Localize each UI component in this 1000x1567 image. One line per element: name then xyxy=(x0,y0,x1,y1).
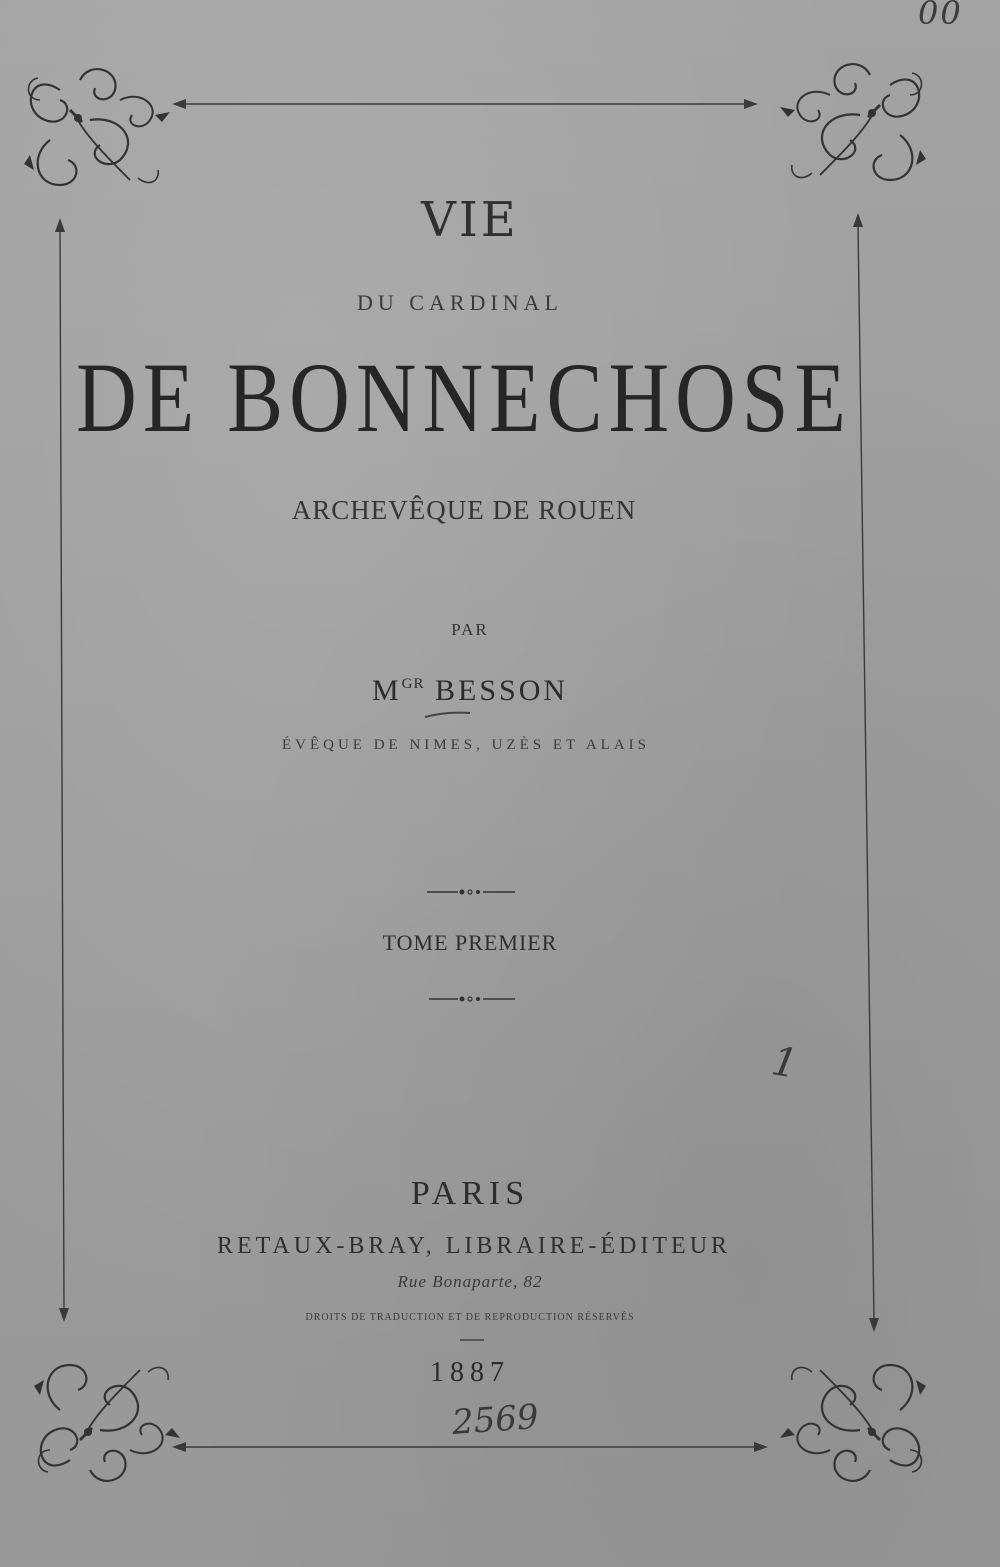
imprint-year: 1887 xyxy=(430,1357,510,1388)
imprint-city: PARIS xyxy=(410,1175,530,1212)
separator-rule-top xyxy=(427,890,515,895)
volume-label: TOME PREMIER xyxy=(382,930,558,955)
imprint-publisher: RETAUX-BRAY, LIBRAIRE-ÉDITEUR xyxy=(216,1233,732,1259)
author-prefix-sup: GR xyxy=(401,676,425,692)
author-title: ÉVÊQUE DE NIMES, UZÈS ET ALAIS xyxy=(281,737,651,753)
imprint-address: Rue Bonaparte, 82 xyxy=(397,1272,543,1291)
separator-rule-bottom xyxy=(429,997,515,1002)
corner-flourish-top-right xyxy=(780,64,926,180)
handwritten-shelf-number: 2569 xyxy=(450,1397,540,1443)
handwritten-mark-top: 00 xyxy=(918,0,963,32)
author-name-line xyxy=(0,674,970,708)
title-main-name: DE BONNECHOSE xyxy=(76,343,852,454)
imprint-rights: DROITS DE TRADUCTION ET DE REPRODUCTION RÉSERVÉS xyxy=(305,1312,635,1323)
title-subtitle: DU CARDINAL xyxy=(357,290,563,315)
handwritten-volume-mark: 1 xyxy=(768,1038,802,1088)
title-word: VIE xyxy=(421,192,519,248)
author-by-label: PAR xyxy=(451,620,489,639)
corner-flourish-top-left xyxy=(24,69,170,185)
author-prefix: M xyxy=(371,674,402,707)
title-office: ARCHEVÊQUE DE ROUEN xyxy=(291,495,637,525)
author-underline xyxy=(425,713,470,717)
author-name: BESSON xyxy=(434,674,569,707)
